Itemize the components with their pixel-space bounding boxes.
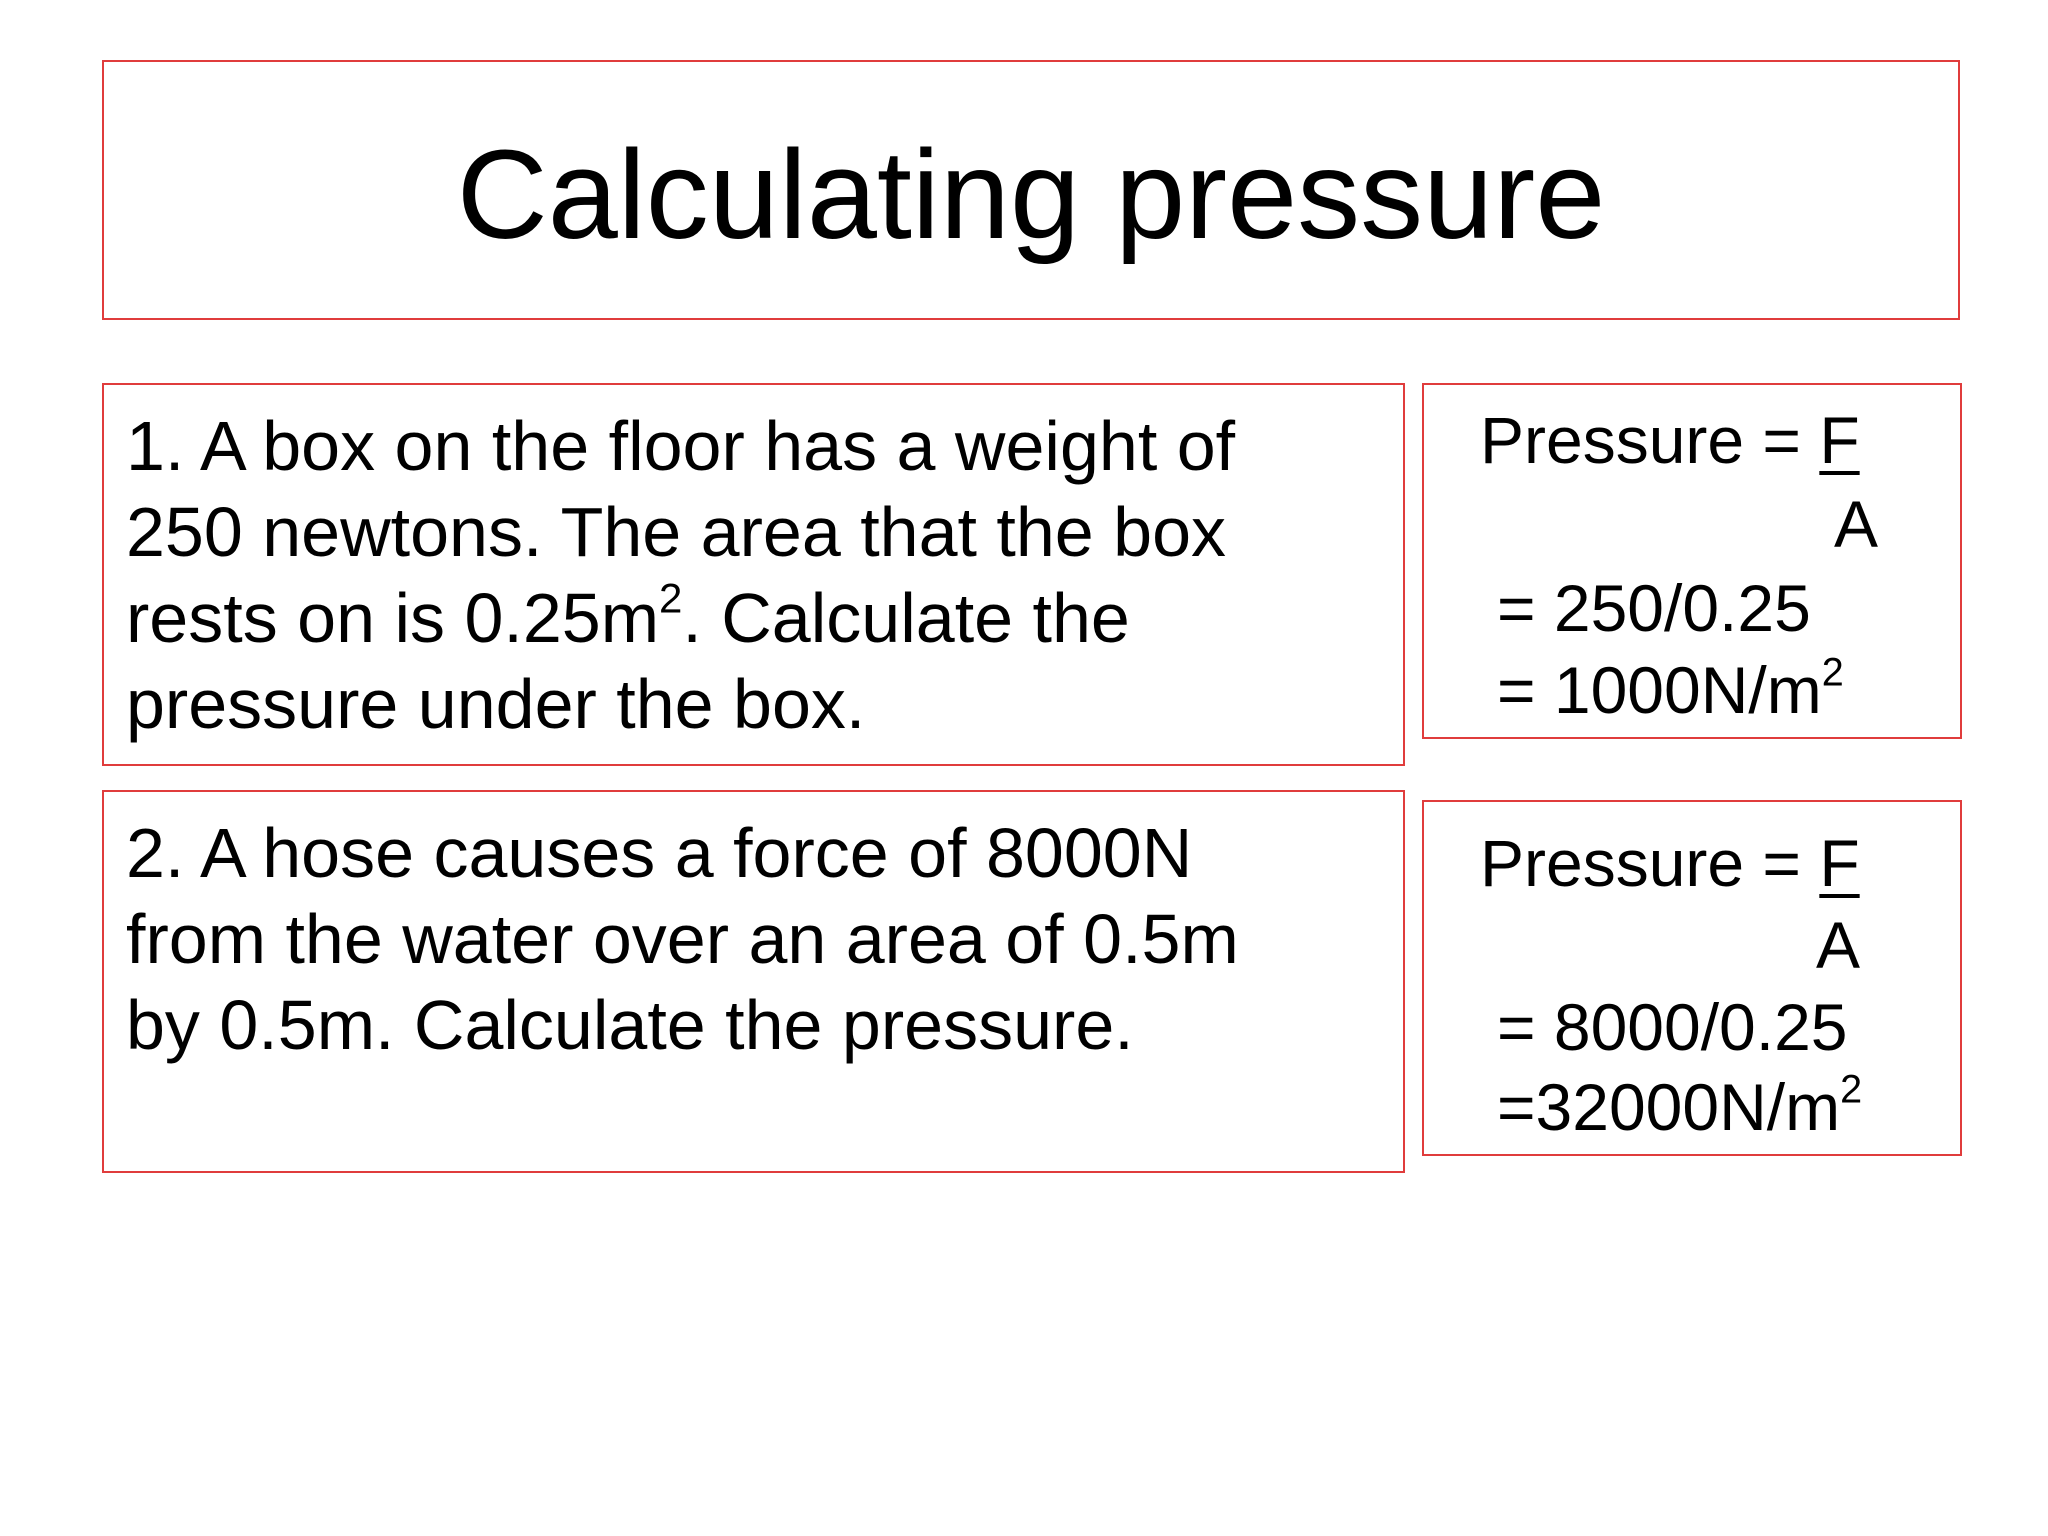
answer-2-box <box>1422 800 1962 1156</box>
formula-label: Pressure = <box>1480 826 1820 900</box>
formula-label: Pressure = <box>1480 403 1820 477</box>
squared-superscript: 2 <box>1840 1067 1863 1112</box>
title-box <box>102 60 1960 320</box>
answer-2-result <box>1497 1067 1863 1144</box>
question-2-box <box>102 790 1405 1173</box>
question-2-line-3: by 0.5m. Calculate the pressure. <box>126 986 1134 1064</box>
question-1-line-3 <box>126 575 1403 661</box>
answer-2-formula <box>1480 826 1860 900</box>
answer-2-result-text: =32000N/m <box>1497 1070 1841 1144</box>
question-1-line-2: 250 newtons. The area that the box <box>126 493 1227 571</box>
question-1-line-1: 1. A box on the floor has a weight of <box>126 407 1236 485</box>
question-2-line-2: from the water over an area of 0.5m <box>126 900 1239 978</box>
answer-1-step: = 250/0.25 <box>1497 571 1811 645</box>
question-1-line-3-rest: . Calculate the <box>682 579 1130 657</box>
squared-superscript: 2 <box>1821 650 1844 695</box>
answer-1-formula <box>1480 403 1860 477</box>
answer-1-result <box>1497 650 1844 727</box>
answer-2-step: = 8000/0.25 <box>1497 990 1848 1064</box>
answer-1-result-text: = 1000N/m <box>1497 653 1822 727</box>
formula-numerator: F <box>1819 826 1860 900</box>
squared-superscript: 2 <box>659 574 683 622</box>
question-1-box <box>102 383 1405 766</box>
formula-numerator: F <box>1819 403 1860 477</box>
question-1-line-3-text: rests on is 0.25m <box>126 579 659 657</box>
formula-denominator: A <box>1834 487 1879 561</box>
page-title: Calculating pressure <box>456 124 1606 265</box>
question-2-line-1: 2. A hose causes a force of 8000N <box>126 814 1193 892</box>
question-1-line-4: pressure under the box. <box>126 665 866 743</box>
formula-denominator: A <box>1816 908 1861 982</box>
answer-1-box <box>1422 383 1962 739</box>
